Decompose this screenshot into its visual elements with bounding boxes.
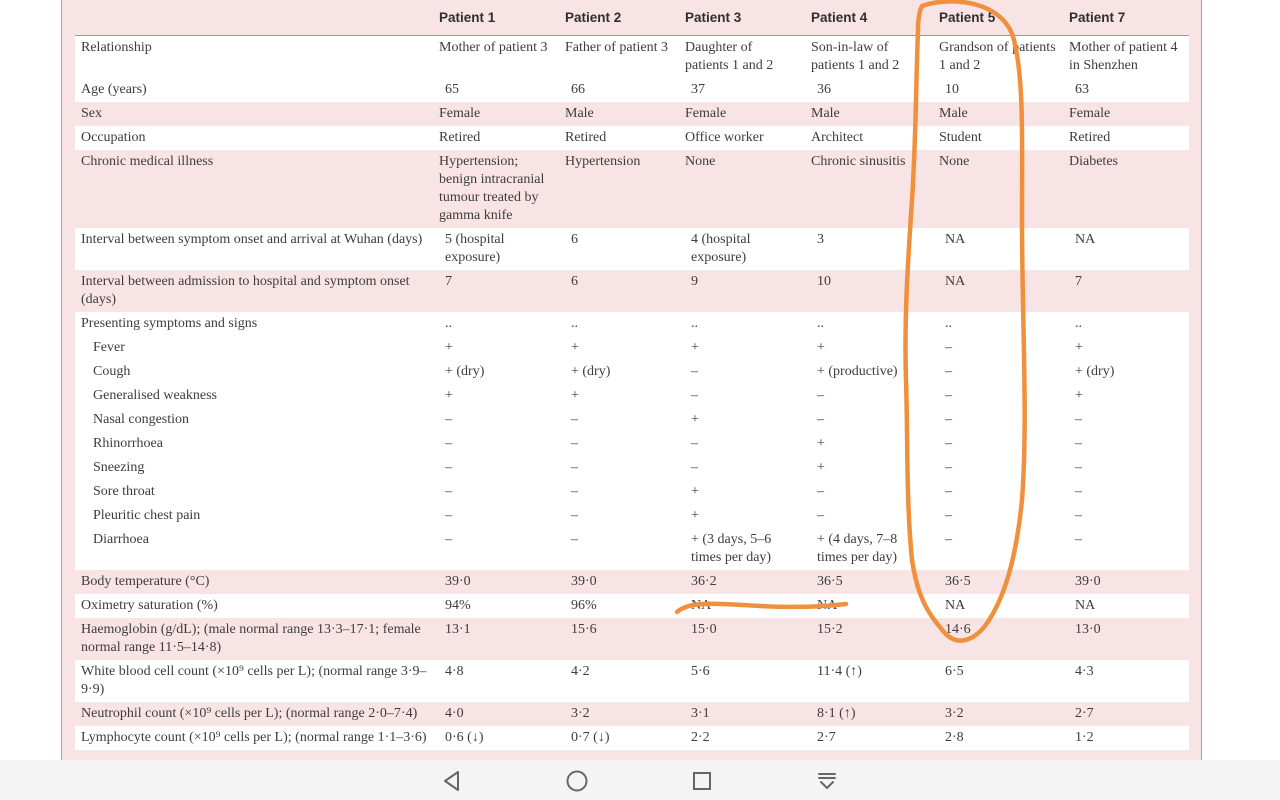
table-row <box>75 360 1189 384</box>
cell-patient-col-5: 3·2 <box>933 702 1063 726</box>
cell-patient-col-1: 13·1 <box>433 618 559 660</box>
cell-patient-col-1: 39·0 <box>433 570 559 594</box>
row-label: Age (years) <box>75 78 433 102</box>
cell-patient-col-5: NA <box>933 594 1063 618</box>
cell-patient-col-2: + (dry) <box>559 360 679 384</box>
cell-patient-col-1: 65 <box>433 78 559 102</box>
cell-patient-col-2: – <box>559 456 679 480</box>
cell-patient-col-4: Chronic sinusitis <box>805 150 933 228</box>
recents-button[interactable] <box>687 766 717 796</box>
cell-patient-col-6: – <box>1063 408 1189 432</box>
cell-patient-col-4: – <box>805 408 933 432</box>
table-row <box>75 408 1189 432</box>
table-row <box>75 126 1189 150</box>
cell-patient-col-4: 3 <box>805 228 933 270</box>
cell-patient-col-3: + <box>679 504 805 528</box>
row-label: Fever <box>75 336 433 360</box>
cell-patient-col-3: Female <box>679 102 805 126</box>
table-row <box>75 504 1189 528</box>
cell-patient-col-3: 9 <box>679 270 805 312</box>
cell-patient-col-2: 6 <box>559 270 679 312</box>
cell-patient-col-2: – <box>559 432 679 456</box>
cell-patient-col-6: NA <box>1063 228 1189 270</box>
row-label: Body temperature (°C) <box>75 570 433 594</box>
cell-patient-col-3: 5·6 <box>679 660 805 702</box>
cell-patient-col-6: 13·0 <box>1063 618 1189 660</box>
cell-patient-col-5: 14·6 <box>933 618 1063 660</box>
cell-patient-col-2: Hypertension <box>559 150 679 228</box>
cell-patient-col-3: NA <box>679 594 805 618</box>
table-row <box>75 726 1189 750</box>
cell-patient-col-5: NA <box>933 228 1063 270</box>
cell-patient-col-4: Male <box>805 102 933 126</box>
header-patient-3: Patient 3 <box>679 0 805 36</box>
cell-patient-col-6: + <box>1063 384 1189 408</box>
android-navigation-bar <box>0 760 1280 800</box>
table-row <box>75 594 1189 618</box>
row-label: Presenting symptoms and signs <box>75 312 433 336</box>
cell-patient-col-5: Student <box>933 126 1063 150</box>
cell-patient-col-4: + (productive) <box>805 360 933 384</box>
row-label: White blood cell count (×10⁹ cells per L); (normal range 3·9–9·9) <box>75 660 433 702</box>
cell-patient-col-4: 36 <box>805 78 933 102</box>
cell-patient-col-3: Office worker <box>679 126 805 150</box>
cell-patient-col-3: + (3 days, 5–6 times per day) <box>679 528 805 570</box>
cell-patient-col-6: – <box>1063 528 1189 570</box>
cell-patient-col-6: – <box>1063 432 1189 456</box>
cell-patient-col-2: 4·2 <box>559 660 679 702</box>
table-row <box>75 660 1189 702</box>
row-label: Interval between admission to hospital and symptom onset (days) <box>75 270 433 312</box>
cell-patient-col-5: – <box>933 384 1063 408</box>
table-row <box>75 102 1189 126</box>
cell-patient-col-1: .. <box>433 312 559 336</box>
row-label: Nasal congestion <box>75 408 433 432</box>
cell-patient-col-3: .. <box>679 312 805 336</box>
table-row <box>75 336 1189 360</box>
header-patient-5: Patient 5 <box>933 0 1063 36</box>
cell-patient-col-3: 15·0 <box>679 618 805 660</box>
row-label: Interval between symptom onset and arrival at Wuhan (days) <box>75 228 433 270</box>
home-button[interactable] <box>562 766 592 796</box>
cell-patient-col-1: Female <box>433 102 559 126</box>
cell-patient-col-3: – <box>679 456 805 480</box>
cell-patient-col-6: 1·2 <box>1063 726 1189 750</box>
cell-patient-col-2: 66 <box>559 78 679 102</box>
row-label: Generalised weakness <box>75 384 433 408</box>
back-triangle-icon <box>441 770 463 792</box>
cell-patient-col-2: 96% <box>559 594 679 618</box>
cell-patient-col-3: 2·2 <box>679 726 805 750</box>
table-header-row <box>75 0 1189 36</box>
cell-patient-col-6: Female <box>1063 102 1189 126</box>
cell-patient-col-4: 10 <box>805 270 933 312</box>
table-row <box>75 312 1189 336</box>
recents-square-icon <box>691 770 713 792</box>
cell-patient-col-6: NA <box>1063 594 1189 618</box>
cell-patient-col-1: Mother of patient 3 <box>433 36 559 79</box>
cell-patient-col-6: .. <box>1063 312 1189 336</box>
cell-patient-col-6: + (dry) <box>1063 360 1189 384</box>
cell-patient-col-6: 7 <box>1063 270 1189 312</box>
cell-patient-col-3: – <box>679 432 805 456</box>
cell-patient-col-4: Architect <box>805 126 933 150</box>
table-row <box>75 36 1189 79</box>
table-row <box>75 702 1189 726</box>
cell-patient-col-1: 4·0 <box>433 702 559 726</box>
cell-patient-col-5: .. <box>933 312 1063 336</box>
cell-patient-col-2: 15·6 <box>559 618 679 660</box>
cell-patient-col-4: 36·5 <box>805 570 933 594</box>
header-patient-1: Patient 1 <box>433 0 559 36</box>
cell-patient-col-1: – <box>433 456 559 480</box>
cell-patient-col-5: NA <box>933 270 1063 312</box>
row-label: Relationship <box>75 36 433 79</box>
cell-patient-col-4: + (4 days, 7–8 times per day) <box>805 528 933 570</box>
table-row <box>75 384 1189 408</box>
cell-patient-col-2: + <box>559 336 679 360</box>
cell-patient-col-2: Retired <box>559 126 679 150</box>
cell-patient-col-3: Daughter of patients 1 and 2 <box>679 36 805 79</box>
table-row <box>75 150 1189 228</box>
cell-patient-col-1: Hypertension; benign intracranial tumour treated by gamma knife <box>433 150 559 228</box>
table-row <box>75 432 1189 456</box>
cell-patient-col-5: Male <box>933 102 1063 126</box>
cell-patient-col-6: Mother of patient 4 in Shenzhen <box>1063 36 1189 79</box>
cell-patient-col-5: None <box>933 150 1063 228</box>
cell-patient-col-4: + <box>805 336 933 360</box>
cell-patient-col-1: + <box>433 384 559 408</box>
cell-patient-col-3: 37 <box>679 78 805 102</box>
cell-patient-col-3: 3·1 <box>679 702 805 726</box>
cell-patient-col-6: 39·0 <box>1063 570 1189 594</box>
row-label: Sore throat <box>75 480 433 504</box>
cell-patient-col-5: – <box>933 456 1063 480</box>
row-label: Oximetry saturation (%) <box>75 594 433 618</box>
table-body <box>75 36 1189 751</box>
header-patient-4: Patient 4 <box>805 0 933 36</box>
cell-patient-col-5: – <box>933 432 1063 456</box>
cell-patient-col-1: – <box>433 504 559 528</box>
cell-patient-col-2: 0·7 (↓) <box>559 726 679 750</box>
cell-patient-col-1: 7 <box>433 270 559 312</box>
header-patient-2: Patient 2 <box>559 0 679 36</box>
cell-patient-col-6: 4·3 <box>1063 660 1189 702</box>
cell-patient-col-6: 63 <box>1063 78 1189 102</box>
cell-patient-col-3: + <box>679 480 805 504</box>
cell-patient-col-5: – <box>933 408 1063 432</box>
cell-patient-col-4: 8·1 (↑) <box>805 702 933 726</box>
row-label: Rhinorrhoea <box>75 432 433 456</box>
cell-patient-col-6: – <box>1063 504 1189 528</box>
cell-patient-col-1: + (dry) <box>433 360 559 384</box>
cell-patient-col-4: .. <box>805 312 933 336</box>
cell-patient-col-2: – <box>559 528 679 570</box>
cell-patient-col-5: 36·5 <box>933 570 1063 594</box>
cell-patient-col-1: – <box>433 408 559 432</box>
cell-patient-col-6: 2·7 <box>1063 702 1189 726</box>
cell-patient-col-4: 15·2 <box>805 618 933 660</box>
cell-patient-col-3: + <box>679 408 805 432</box>
cell-patient-col-2: Male <box>559 102 679 126</box>
row-label: Occupation <box>75 126 433 150</box>
cell-patient-col-2: .. <box>559 312 679 336</box>
table-row <box>75 228 1189 270</box>
cell-patient-col-5: – <box>933 504 1063 528</box>
back-button[interactable] <box>437 766 467 796</box>
table-row <box>75 78 1189 102</box>
cell-patient-col-1: Retired <box>433 126 559 150</box>
cell-patient-col-5: 10 <box>933 78 1063 102</box>
cell-patient-col-4: Son-in-law of patients 1 and 2 <box>805 36 933 79</box>
cell-patient-col-1: – <box>433 480 559 504</box>
row-label: Sex <box>75 102 433 126</box>
cell-patient-col-4: NA <box>805 594 933 618</box>
cell-patient-col-1: – <box>433 528 559 570</box>
cell-patient-col-4: + <box>805 456 933 480</box>
cell-patient-col-6: – <box>1063 456 1189 480</box>
table-row <box>75 570 1189 594</box>
header-blank <box>75 0 433 36</box>
cell-patient-col-5: – <box>933 480 1063 504</box>
row-label: Neutrophil count (×10⁹ cells per L); (normal range 2·0–7·4) <box>75 702 433 726</box>
cell-patient-col-1: + <box>433 336 559 360</box>
document-page <box>61 0 1202 760</box>
cell-patient-col-5: Grandson of patients 1 and 2 <box>933 36 1063 79</box>
notification-button[interactable] <box>812 766 842 796</box>
cell-patient-col-2: 6 <box>559 228 679 270</box>
home-circle-icon <box>565 769 589 793</box>
cell-patient-col-1: 4·8 <box>433 660 559 702</box>
row-label: Haemoglobin (g/dL); (male normal range 13·3–17·1; female normal range 11·5–14·8) <box>75 618 433 660</box>
cell-patient-col-1: 5 (hospital exposure) <box>433 228 559 270</box>
table-row <box>75 270 1189 312</box>
cell-patient-col-3: 36·2 <box>679 570 805 594</box>
cell-patient-col-1: 94% <box>433 594 559 618</box>
cell-patient-col-2: 39·0 <box>559 570 679 594</box>
cell-patient-col-3: – <box>679 360 805 384</box>
cell-patient-col-2: Father of patient 3 <box>559 36 679 79</box>
row-label: Diarrhoea <box>75 528 433 570</box>
cell-patient-col-1: – <box>433 432 559 456</box>
cell-patient-col-2: – <box>559 480 679 504</box>
cell-patient-col-4: – <box>805 384 933 408</box>
cell-patient-col-2: – <box>559 408 679 432</box>
cell-patient-col-5: – <box>933 360 1063 384</box>
cell-patient-col-6: Retired <box>1063 126 1189 150</box>
cell-patient-col-4: – <box>805 504 933 528</box>
cell-patient-col-6: Diabetes <box>1063 150 1189 228</box>
cell-patient-col-1: 0·6 (↓) <box>433 726 559 750</box>
cell-patient-col-4: 11·4 (↑) <box>805 660 933 702</box>
cell-patient-col-4: + <box>805 432 933 456</box>
notification-pull-down-icon <box>816 770 838 792</box>
row-label: Pleuritic chest pain <box>75 504 433 528</box>
row-label: Chronic medical illness <box>75 150 433 228</box>
cell-patient-col-5: 2·8 <box>933 726 1063 750</box>
table-row <box>75 456 1189 480</box>
cell-patient-col-5: – <box>933 528 1063 570</box>
cell-patient-col-3: + <box>679 336 805 360</box>
row-label: Sneezing <box>75 456 433 480</box>
cell-patient-col-4: 2·7 <box>805 726 933 750</box>
cell-patient-col-3: – <box>679 384 805 408</box>
cell-patient-col-6: – <box>1063 480 1189 504</box>
cell-patient-col-2: + <box>559 384 679 408</box>
table-row <box>75 618 1189 660</box>
cell-patient-col-5: 6·5 <box>933 660 1063 702</box>
table-row <box>75 528 1189 570</box>
cell-patient-col-3: None <box>679 150 805 228</box>
header-patient-7: Patient 7 <box>1063 0 1189 36</box>
cell-patient-col-5: – <box>933 336 1063 360</box>
cell-patient-col-6: + <box>1063 336 1189 360</box>
row-label: Cough <box>75 360 433 384</box>
cell-patient-col-4: – <box>805 480 933 504</box>
patient-table <box>75 0 1189 750</box>
cell-patient-col-2: – <box>559 504 679 528</box>
table-row <box>75 480 1189 504</box>
cell-patient-col-2: 3·2 <box>559 702 679 726</box>
row-label: Lymphocyte count (×10⁹ cells per L); (normal range 1·1–3·6) <box>75 726 433 750</box>
cell-patient-col-3: 4 (hospital exposure) <box>679 228 805 270</box>
